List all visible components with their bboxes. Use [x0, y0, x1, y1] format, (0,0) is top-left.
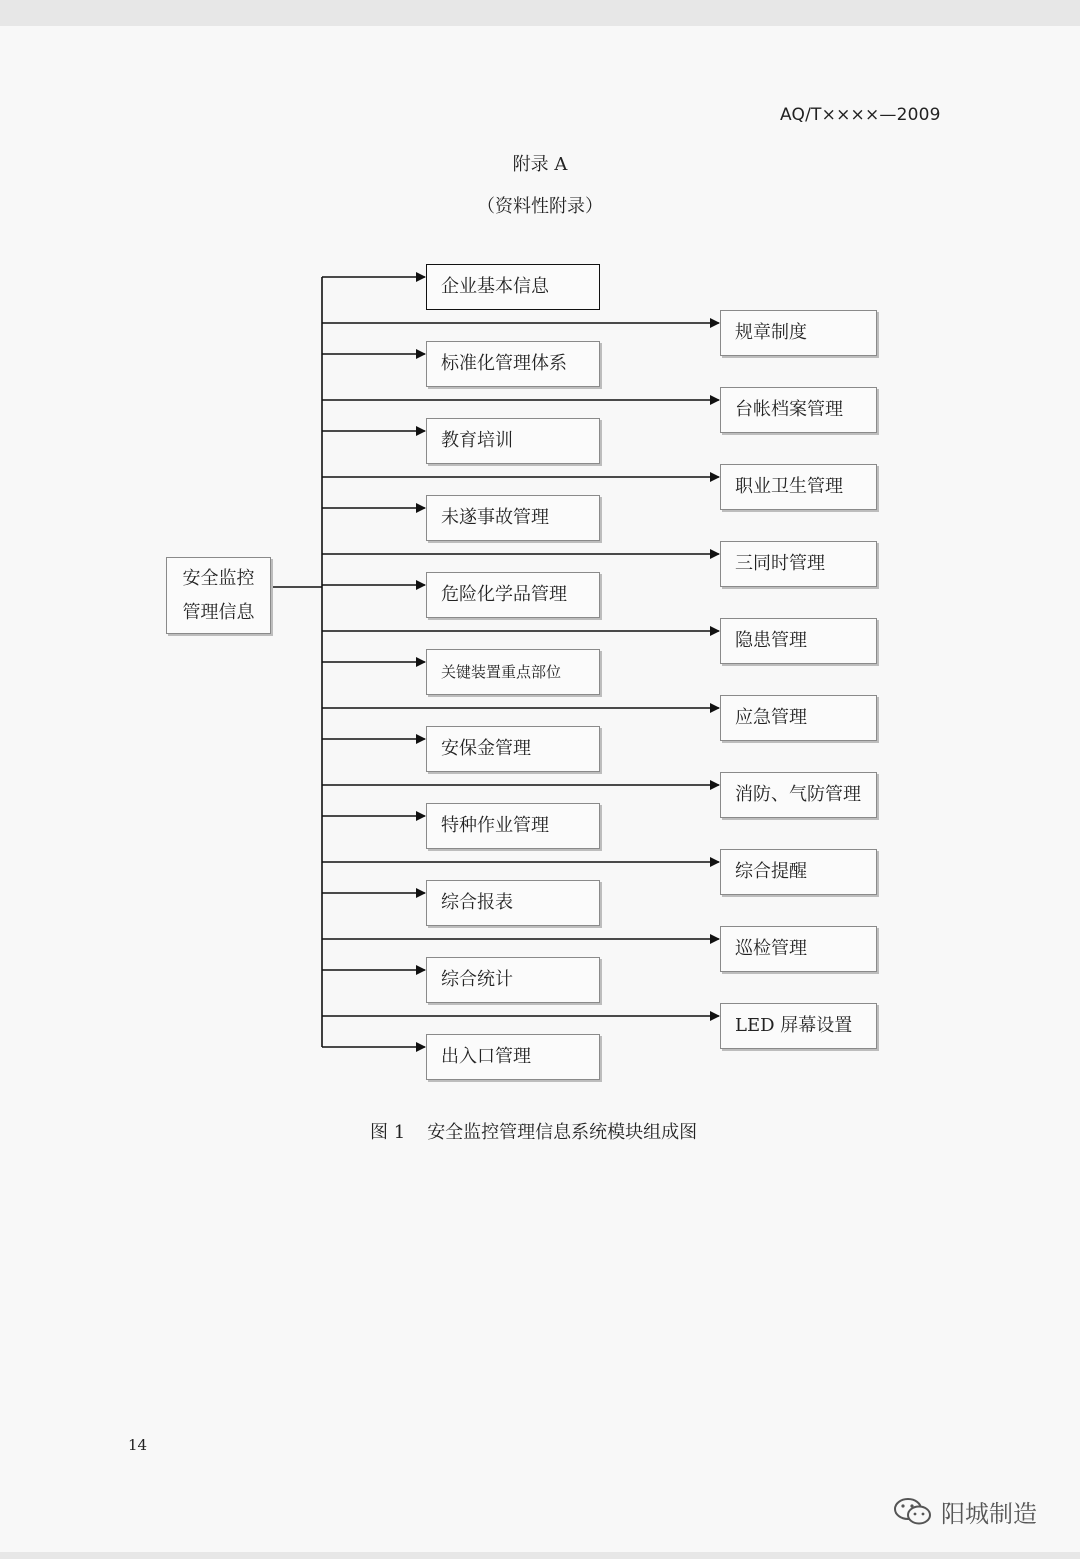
- right-module-box: [720, 926, 877, 972]
- right-module-label: 应急管理: [735, 707, 807, 728]
- watermark: [893, 1494, 1037, 1529]
- right-module-label: 三同时管理: [735, 553, 825, 574]
- right-module-label: 巡检管理: [735, 938, 807, 959]
- right-module-label: 隐患管理: [735, 630, 807, 651]
- right-module-label: 消防、气防管理: [735, 784, 861, 805]
- right-module-box: [720, 1003, 877, 1049]
- right-module-label: LED 屏幕设置: [735, 1015, 853, 1036]
- left-module-box: [426, 418, 600, 464]
- left-module-label: 综合报表: [441, 892, 513, 913]
- page-number: 14: [128, 1436, 148, 1454]
- left-module-label: 特种作业管理: [441, 815, 549, 836]
- watermark-text: 阳城制造: [941, 1500, 1037, 1528]
- right-module-label: 综合提醒: [735, 861, 807, 882]
- right-module-box: [720, 541, 877, 587]
- right-module-box: [720, 387, 877, 433]
- left-module-box: [426, 264, 600, 310]
- left-module-label: 标准化管理体系: [441, 353, 567, 374]
- left-module-box: [426, 1034, 600, 1080]
- left-module-label: 未遂事故管理: [441, 507, 549, 528]
- right-module-label: 规章制度: [735, 322, 807, 343]
- figure-title: 安全监控管理信息系统模块组成图: [427, 1122, 698, 1143]
- right-module-box: [720, 849, 877, 895]
- left-module-label: 企业基本信息: [441, 276, 549, 297]
- appendix-subtitle: （资料性附录）: [477, 196, 603, 217]
- right-module-box: [720, 618, 877, 664]
- left-module-box: [426, 572, 600, 618]
- left-module-label: 关键装置重点部位: [441, 663, 562, 681]
- root-module-line1: 安全监控: [182, 567, 255, 589]
- right-module-box: [720, 695, 877, 741]
- left-module-box: [426, 803, 600, 849]
- right-module-label: 台帐档案管理: [735, 399, 843, 420]
- left-module-box: [426, 957, 600, 1003]
- left-module-label: 综合统计: [441, 969, 513, 990]
- root-module-line2: 管理信息: [182, 601, 255, 623]
- left-module-label: 安保金管理: [441, 738, 531, 759]
- appendix-title: 附录 A: [512, 154, 568, 175]
- left-module-label: 教育培训: [441, 430, 513, 451]
- left-module-box: [426, 726, 600, 772]
- right-module-box: [720, 464, 877, 510]
- root-module-box: [166, 557, 271, 634]
- left-module-box: [426, 649, 600, 695]
- right-module-box: [720, 310, 877, 356]
- document-code: AQ/T××××—2009: [780, 105, 941, 125]
- wechat-icon: [893, 1496, 933, 1528]
- left-module-label: 出入口管理: [441, 1046, 531, 1067]
- right-module-box: [720, 772, 877, 818]
- right-module-label: 职业卫生管理: [735, 476, 843, 497]
- figure-caption: [370, 1118, 697, 1144]
- left-module-box: [426, 880, 600, 926]
- figure-number: 图 1: [370, 1122, 406, 1143]
- left-module-box: [426, 341, 600, 387]
- left-module-box: [426, 495, 600, 541]
- left-module-label: 危险化学品管理: [441, 584, 567, 605]
